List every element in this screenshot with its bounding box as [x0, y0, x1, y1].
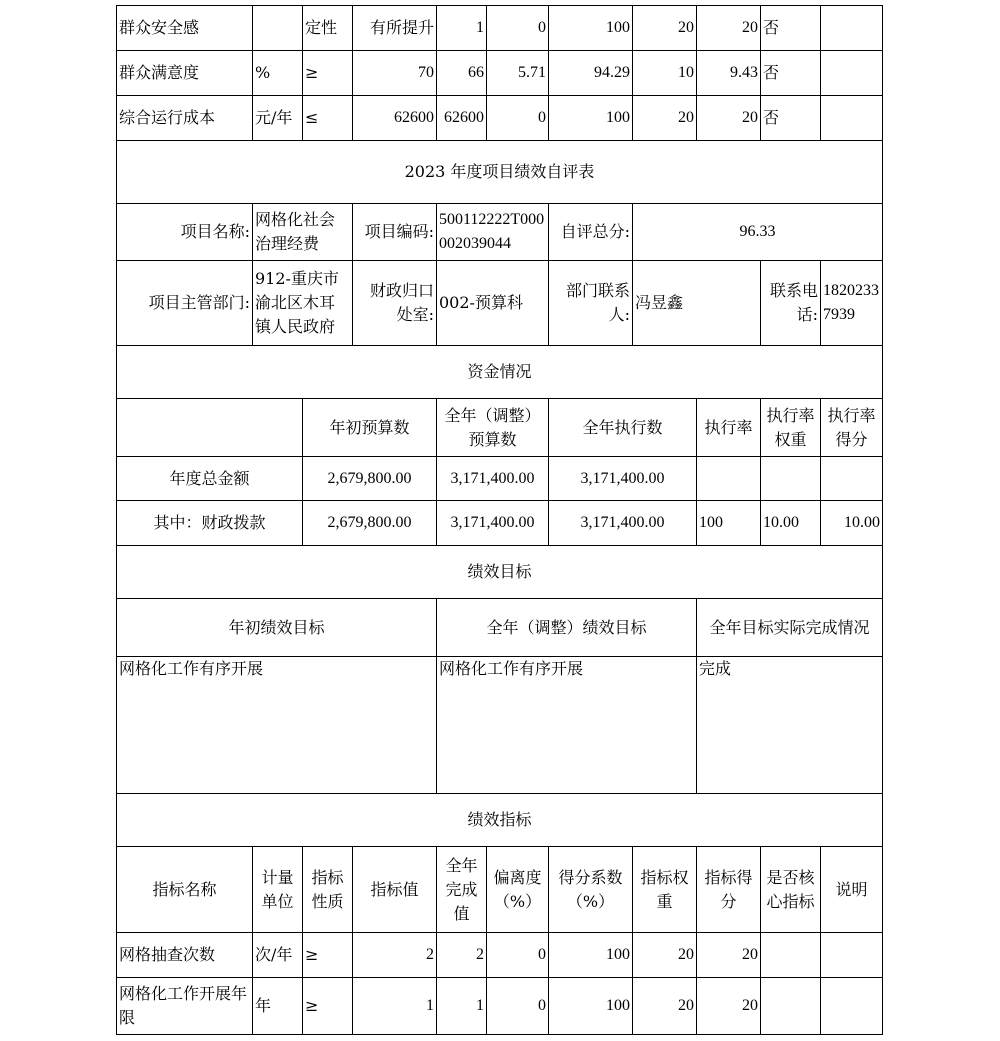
project-code: 500112222T000002039044	[437, 204, 549, 261]
indicators-header: 指标权重	[633, 847, 697, 933]
indicator-nature: ≥	[303, 933, 353, 978]
indicator-deviation: 0	[487, 6, 549, 51]
funds-header: 执行率权重	[761, 399, 821, 457]
table-row	[117, 457, 883, 501]
indicator-target: 70	[353, 51, 437, 96]
contact-label: 部门联系人:	[549, 261, 633, 346]
funds-header: 执行率	[697, 399, 761, 457]
indicator-score: 20	[697, 6, 761, 51]
phone: 18202337939	[821, 261, 883, 346]
funds-header: 年初预算数	[303, 399, 437, 457]
project-info-row	[117, 204, 883, 261]
goals-header-actual: 全年目标实际完成情况	[697, 599, 883, 657]
project-info-row	[117, 261, 883, 346]
indicator-note	[821, 96, 883, 141]
goals-section-title: 绩效目标	[117, 546, 883, 599]
indicator-unit: 次/年	[253, 933, 303, 978]
indicators-header: 是否核心指标	[761, 847, 821, 933]
funds-initial: 2,679,800.00	[303, 501, 437, 546]
indicator-note	[821, 6, 883, 51]
funds-section-title: 资金情况	[117, 346, 883, 399]
indicator-score: 20	[697, 96, 761, 141]
indicator-name: 网格抽查次数	[117, 933, 253, 978]
funds-score	[821, 457, 883, 501]
table-row	[117, 6, 883, 51]
indicator-weight: 10	[633, 51, 697, 96]
indicator-nature: ≥	[303, 978, 353, 1035]
indicator-coef: 94.29	[549, 51, 633, 96]
office-label: 财政归口处室:	[353, 261, 437, 346]
indicator-coef: 100	[549, 978, 633, 1035]
funds-adjusted: 3,171,400.00	[437, 501, 549, 546]
funds-row-label: 年度总金额	[117, 457, 303, 501]
indicator-weight: 20	[633, 6, 697, 51]
indicator-note	[821, 978, 883, 1035]
funds-rate	[697, 457, 761, 501]
funds-header: 全年执行数	[549, 399, 697, 457]
project-code-label: 项目编码:	[353, 204, 437, 261]
table-row	[117, 978, 883, 1035]
funds-executed: 3,171,400.00	[549, 457, 697, 501]
indicator-core	[761, 933, 821, 978]
indicator-actual: 1	[437, 6, 487, 51]
dept-label: 项目主管部门:	[117, 261, 253, 346]
indicator-unit: 年	[253, 978, 303, 1035]
indicator-actual: 66	[437, 51, 487, 96]
indicator-target: 2	[353, 933, 437, 978]
goal-actual: 完成	[697, 657, 883, 794]
indicators-header: 指标值	[353, 847, 437, 933]
goals-content-row	[117, 657, 883, 794]
phone-label: 联系电话:	[761, 261, 821, 346]
indicators-header: 指标名称	[117, 847, 253, 933]
indicators-header: 得分系数（%）	[549, 847, 633, 933]
page-title: 2023 年度项目绩效自评表	[117, 141, 883, 204]
funds-weight: 10.00	[761, 501, 821, 546]
indicators-header: 偏离度（%）	[487, 847, 549, 933]
indicator-target: 1	[353, 978, 437, 1035]
indicator-target: 有所提升	[353, 6, 437, 51]
contact: 冯昱鑫	[633, 261, 761, 346]
indicator-deviation: 0	[487, 933, 549, 978]
indicator-unit	[253, 6, 303, 51]
indicator-core: 否	[761, 96, 821, 141]
indicator-coef: 100	[549, 933, 633, 978]
table-row	[117, 933, 883, 978]
indicator-actual: 62600	[437, 96, 487, 141]
funds-rate: 100	[697, 501, 761, 546]
indicator-name: 网格化工作开展年限	[117, 978, 253, 1035]
funds-executed: 3,171,400.00	[549, 501, 697, 546]
table-row	[117, 96, 883, 141]
funds-header-row	[117, 399, 883, 457]
goals-header-adjusted: 全年（调整）绩效目标	[437, 599, 697, 657]
indicator-actual: 2	[437, 933, 487, 978]
indicator-name: 综合运行成本	[117, 96, 253, 141]
indicator-deviation: 5.71	[487, 51, 549, 96]
goal-initial: 网格化工作有序开展	[117, 657, 437, 794]
indicators-header: 说明	[821, 847, 883, 933]
indicator-unit: 元/年	[253, 96, 303, 141]
indicator-nature: ≤	[303, 96, 353, 141]
performance-table	[116, 5, 883, 1035]
indicator-name: 群众安全感	[117, 6, 253, 51]
dept: 912-重庆市渝北区木耳镇人民政府	[253, 261, 353, 346]
funds-score: 10.00	[821, 501, 883, 546]
indicator-name: 群众满意度	[117, 51, 253, 96]
funds-row-label: 其中：财政拨款	[117, 501, 303, 546]
project-name: 网格化社会治理经费	[253, 204, 353, 261]
indicators-section-title: 绩效指标	[117, 794, 883, 847]
indicators-header: 指标性质	[303, 847, 353, 933]
table-row	[117, 501, 883, 546]
indicator-deviation: 0	[487, 96, 549, 141]
indicators-header: 计量单位	[253, 847, 303, 933]
indicator-score: 9.43	[697, 51, 761, 96]
self-score: 96.33	[633, 204, 883, 261]
funds-weight	[761, 457, 821, 501]
indicators-header: 全年完成值	[437, 847, 487, 933]
indicator-nature: ≥	[303, 51, 353, 96]
indicator-coef: 100	[549, 96, 633, 141]
indicator-note	[821, 933, 883, 978]
project-name-label: 项目名称:	[117, 204, 253, 261]
funds-adjusted: 3,171,400.00	[437, 457, 549, 501]
indicator-score: 20	[697, 933, 761, 978]
indicator-nature: 定性	[303, 6, 353, 51]
office: 002-预算科	[437, 261, 549, 346]
self-score-label: 自评总分:	[549, 204, 633, 261]
funds-initial: 2,679,800.00	[303, 457, 437, 501]
indicator-weight: 20	[633, 978, 697, 1035]
indicator-score: 20	[697, 978, 761, 1035]
goals-header-row	[117, 599, 883, 657]
table-row	[117, 51, 883, 96]
indicator-coef: 100	[549, 6, 633, 51]
indicator-actual: 1	[437, 978, 487, 1035]
indicators-header: 指标得分	[697, 847, 761, 933]
indicator-core: 否	[761, 6, 821, 51]
goals-header-initial: 年初绩效目标	[117, 599, 437, 657]
funds-header-blank	[117, 399, 303, 457]
funds-header: 全年（调整）预算数	[437, 399, 549, 457]
indicator-note	[821, 51, 883, 96]
indicator-core: 否	[761, 51, 821, 96]
funds-header: 执行率得分	[821, 399, 883, 457]
indicator-core	[761, 978, 821, 1035]
indicator-deviation: 0	[487, 978, 549, 1035]
goal-adjusted: 网格化工作有序开展	[437, 657, 697, 794]
indicator-weight: 20	[633, 96, 697, 141]
indicator-weight: 20	[633, 933, 697, 978]
indicators-header-row	[117, 847, 883, 933]
indicator-unit: %	[253, 51, 303, 96]
indicator-target: 62600	[353, 96, 437, 141]
